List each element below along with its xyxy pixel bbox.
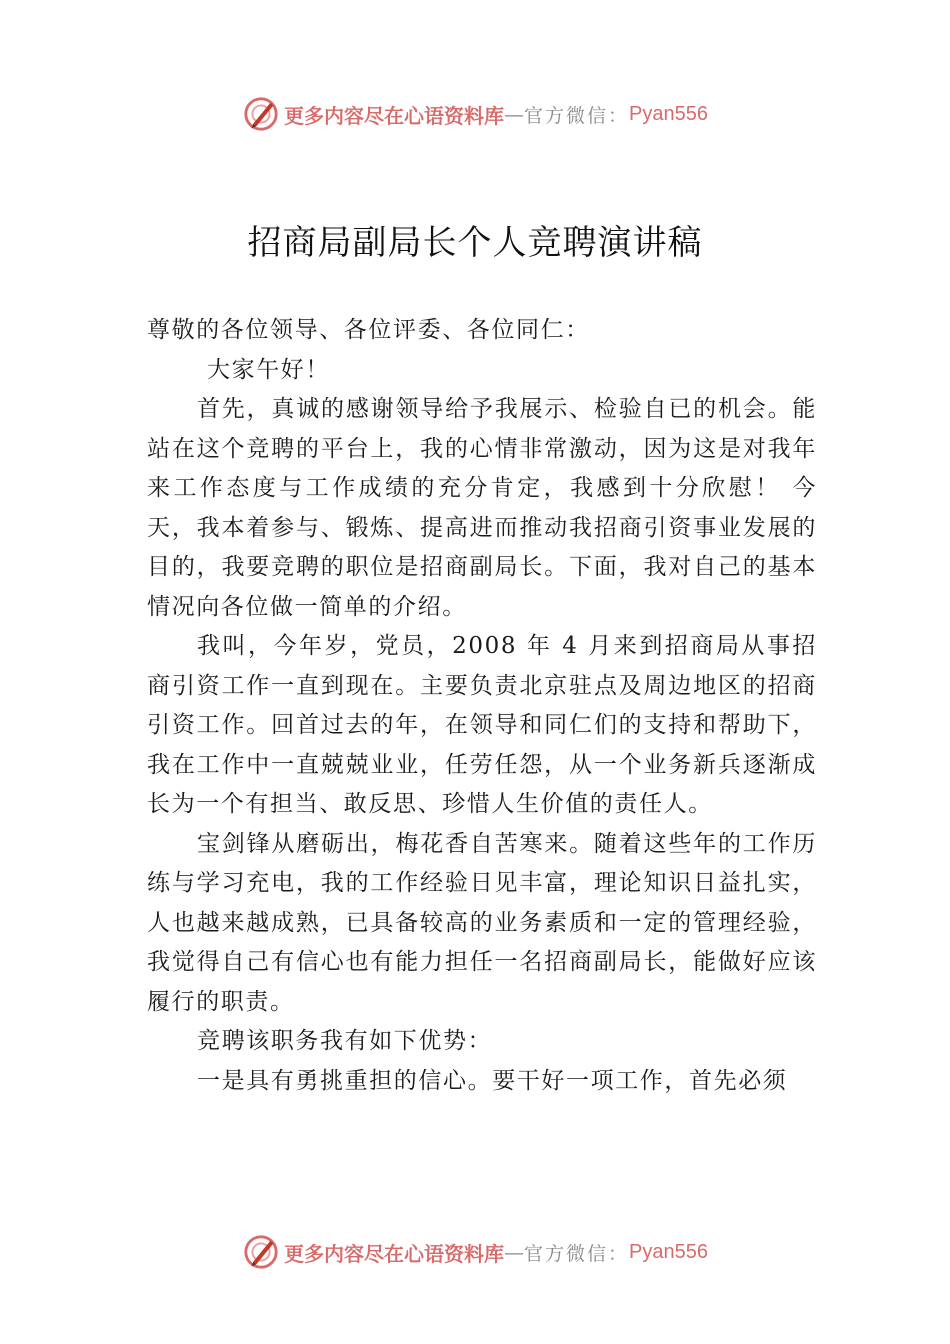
- paragraph: 我叫，今年岁，党员，2008 年 4 月来到招商局从事招商引资工作一直到现在。主要负责北京驻点及周边地区的招商引资工作。回首过去的年，在领导和同仁们的支持和帮助下， 我在工作中一直兢兢业业，任劳任怨，从一个业务新兵逐渐成长为一个有担当、敢反思、珍惜人生价值的责任人。: [147, 633, 817, 817]
- greeting: 大家午好！: [207, 356, 330, 383]
- watermark-dash: —: [504, 102, 524, 126]
- header-watermark: [0, 94, 950, 134]
- watermark-main-text: 更多内容尽在心语资料库: [284, 1241, 504, 1266]
- paragraph: 竞聘该职务我有如下优势：: [197, 1028, 493, 1054]
- watermark-official-label: 官方微信：: [524, 104, 630, 127]
- pen-logo-icon: [242, 1233, 280, 1271]
- paragraph: 首先，真诚的感谢领导给予我展示、检验自已的机会。能站在这个竞聘的平台上，我的心情非常激动，因为这是对我年来工作态度与工作成绩的充分肯定，我感到十分欣慰！ 今天，我本着参与、锻炼、提高进而推动我招商引资事业发展的目的，我要竞聘的职位是招商副局长。下面，我对自己的基本情况向各位做一简单的介绍。: [147, 396, 817, 620]
- pen-logo-icon: [242, 95, 280, 133]
- watermark-dash: —: [504, 1240, 524, 1264]
- document-title: 招商局副局长个人竞聘演讲稿: [247, 223, 703, 263]
- watermark-wechat-id: Pyan556: [629, 102, 708, 125]
- paragraph: 宝剑锋从磨砺出，梅花香自苦寒来。随着这些年的工作历练与学习充电，我的工作经验日见丰富，理论知识日益扎实，人也越来越成熟，已具备较高的业务素质和一定的管理经验，我觉得自己有信心也有能力担任一名招商副局长，能做好应该履行的职责。: [147, 830, 817, 1015]
- paragraph: 一是具有勇挑重担的信心。要干好一项工作，首先必须: [197, 1067, 788, 1094]
- salutation: 尊敬的各位领导、各位评委、各位同仁：: [147, 317, 590, 343]
- watermark-main-text: 更多内容尽在心语资料库: [284, 103, 504, 128]
- watermark-official-label: 官方微信：: [524, 1242, 630, 1265]
- footer-watermark: [0, 1232, 950, 1272]
- document-body: [147, 311, 817, 1101]
- watermark-wechat-id: Pyan556: [629, 1240, 708, 1263]
